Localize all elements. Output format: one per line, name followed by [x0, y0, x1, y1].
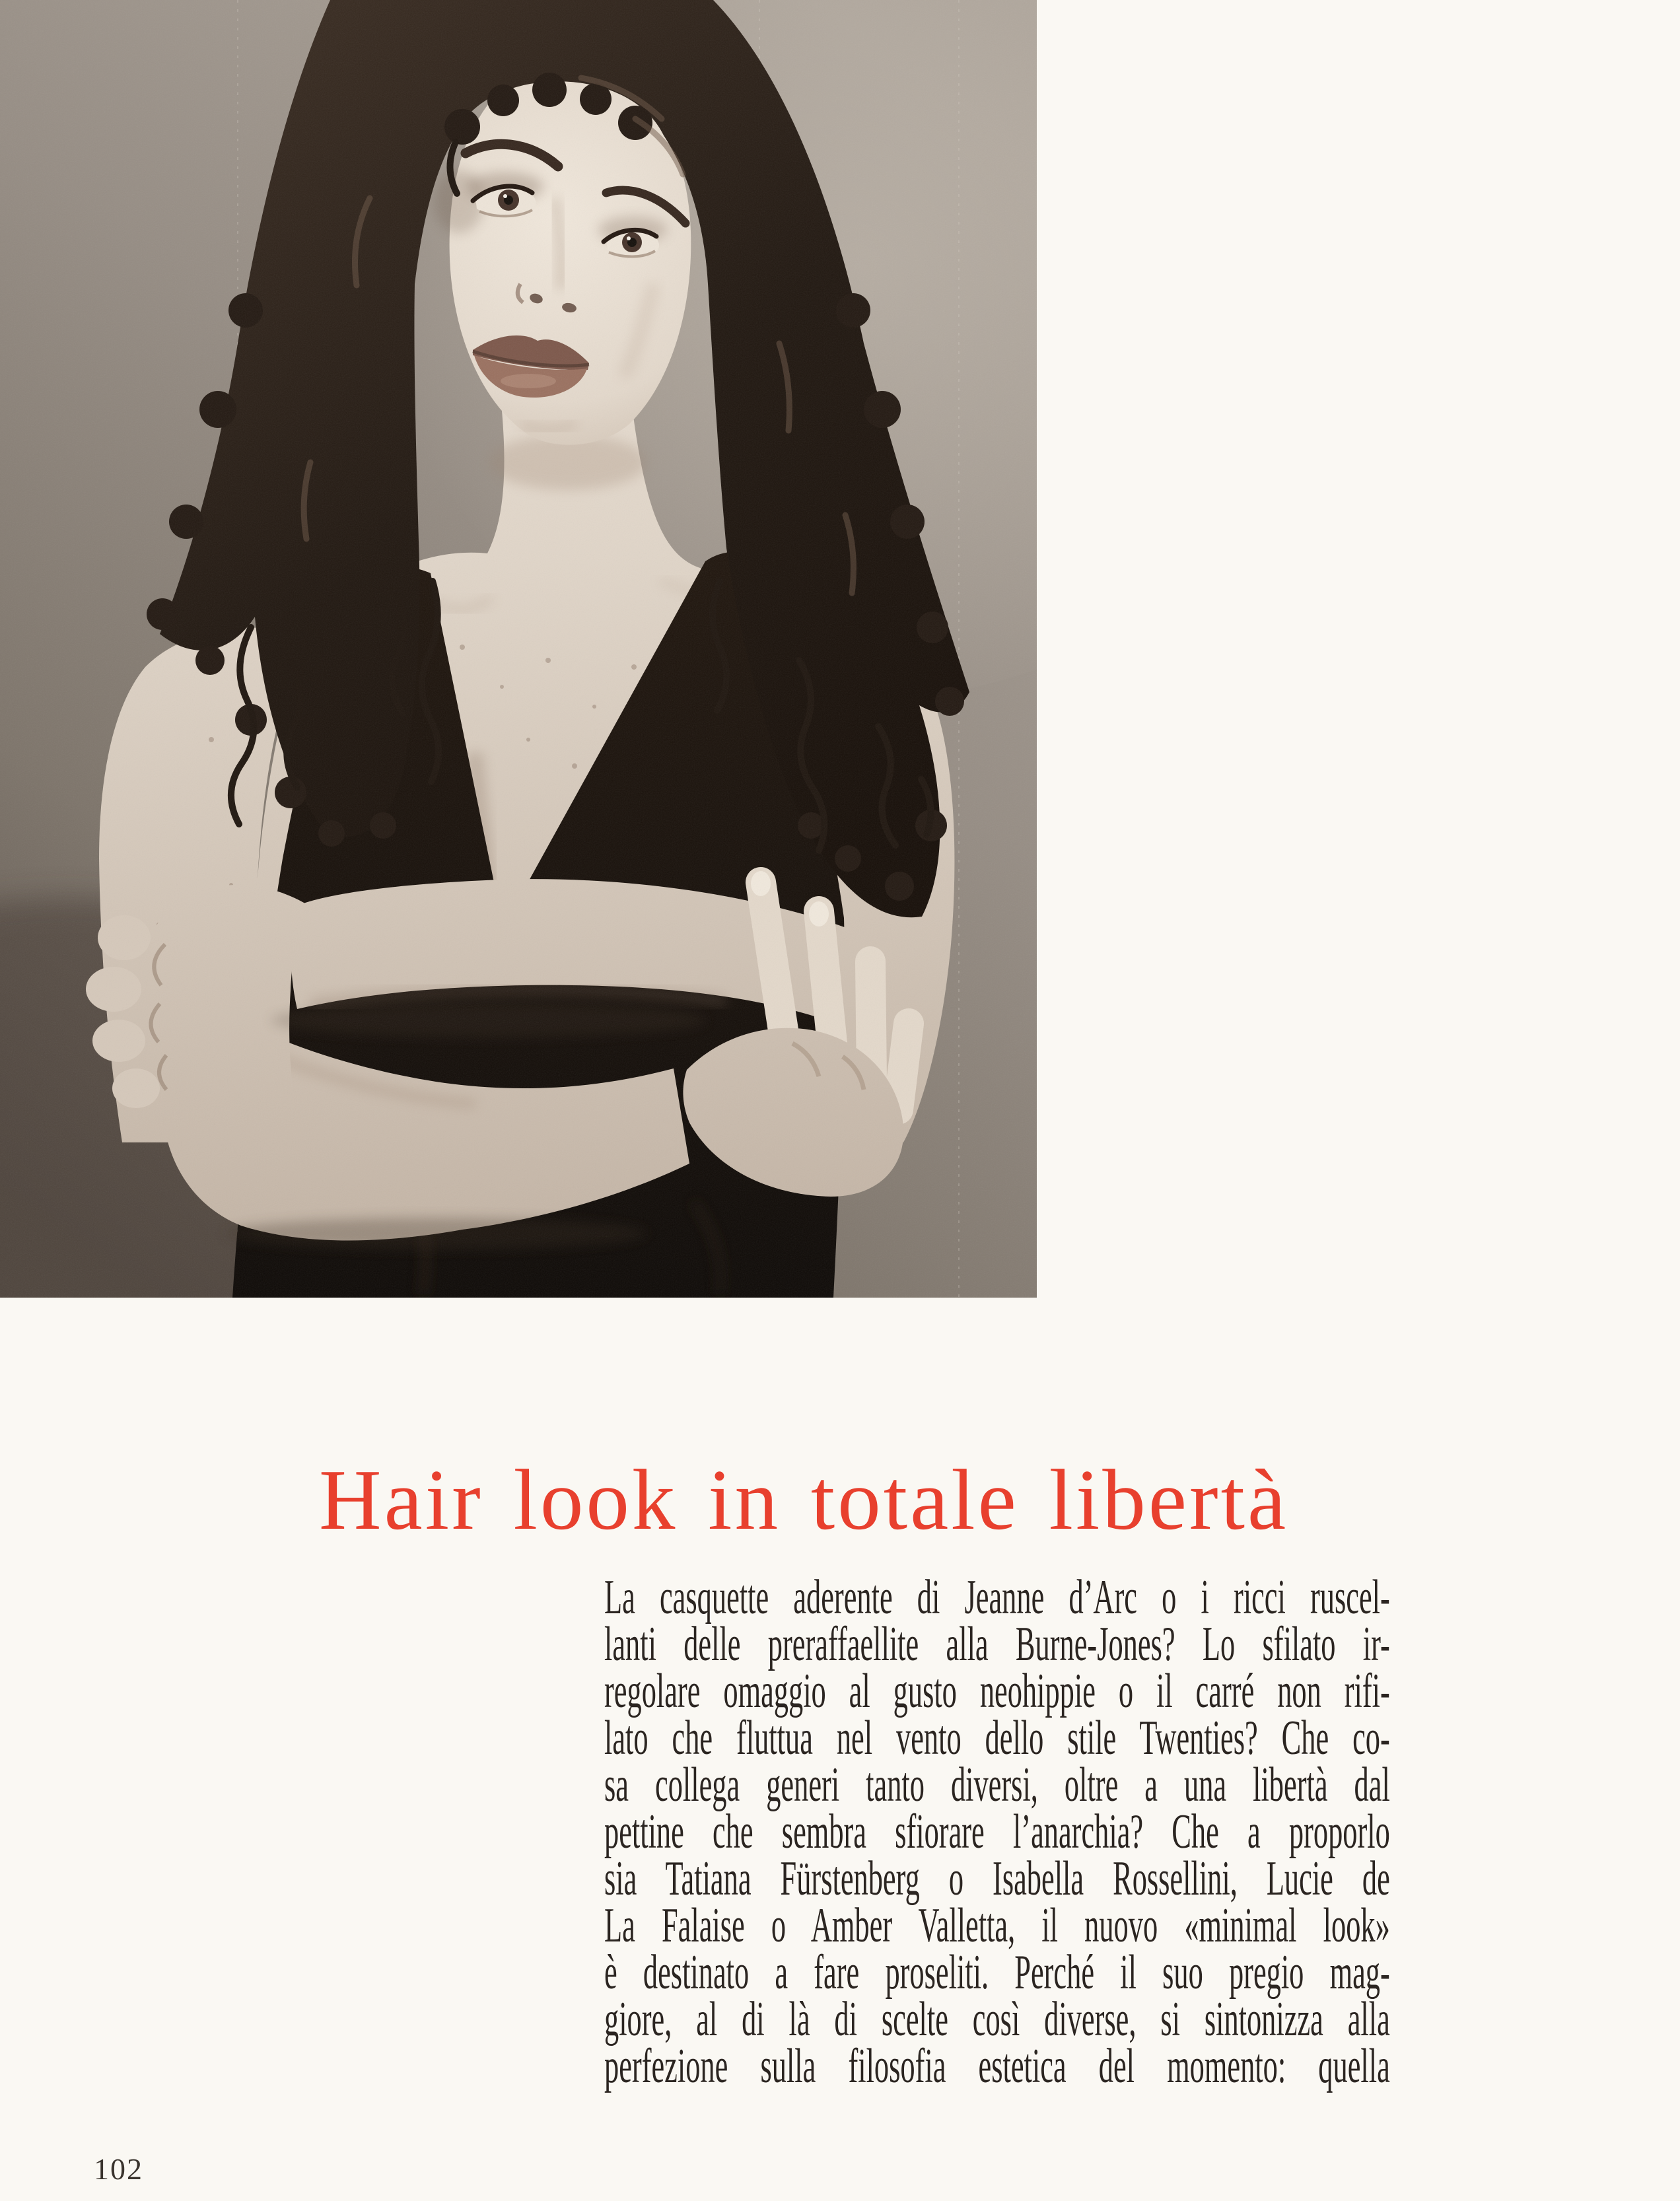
text-line: è destinato a fare proseliti. Perché il suo pregio mag-	[604, 1945, 1390, 2000]
page-number: 102	[94, 2152, 143, 2186]
article-body	[604, 1570, 1390, 2093]
text-line: lato che fluttua nel vento dello stile Twenties? Che co-	[604, 1711, 1390, 1765]
text-line: sa collega generi tanto diversi, oltre a una libertà dal	[604, 1758, 1390, 1812]
text-line: giore, al di là di scelte così diverse, si sintonizza alla	[604, 1992, 1390, 2046]
text-line: sia Tatiana Fürstenberg o Isabella Rossellini, Lucie de	[604, 1852, 1390, 1906]
text-line: regolare omaggio al gusto neohippie o il carré non rifi-	[604, 1664, 1390, 1718]
text-line: La casquette aderente di Jeanne d’Arc o i ricci ruscel-	[604, 1570, 1390, 1625]
photo-grain-overlay	[0, 0, 1037, 1298]
text-line: La Falaise o Amber Valletta, il nuovo «minimal look»	[604, 1899, 1390, 1953]
text-line: lanti delle preraffaellite alla Burne-Jones? Lo sfilato ir-	[604, 1617, 1390, 1671]
text-line: perfezione sulla filosofia estetica del momento: quella	[604, 2039, 1390, 2093]
portrait-photo	[0, 0, 1037, 1298]
article-headline: Hair look in totale libertà	[319, 1451, 1289, 1548]
text-line: pettine che sembra sfiorare l’anarchia? Che a proporlo	[604, 1805, 1390, 1859]
